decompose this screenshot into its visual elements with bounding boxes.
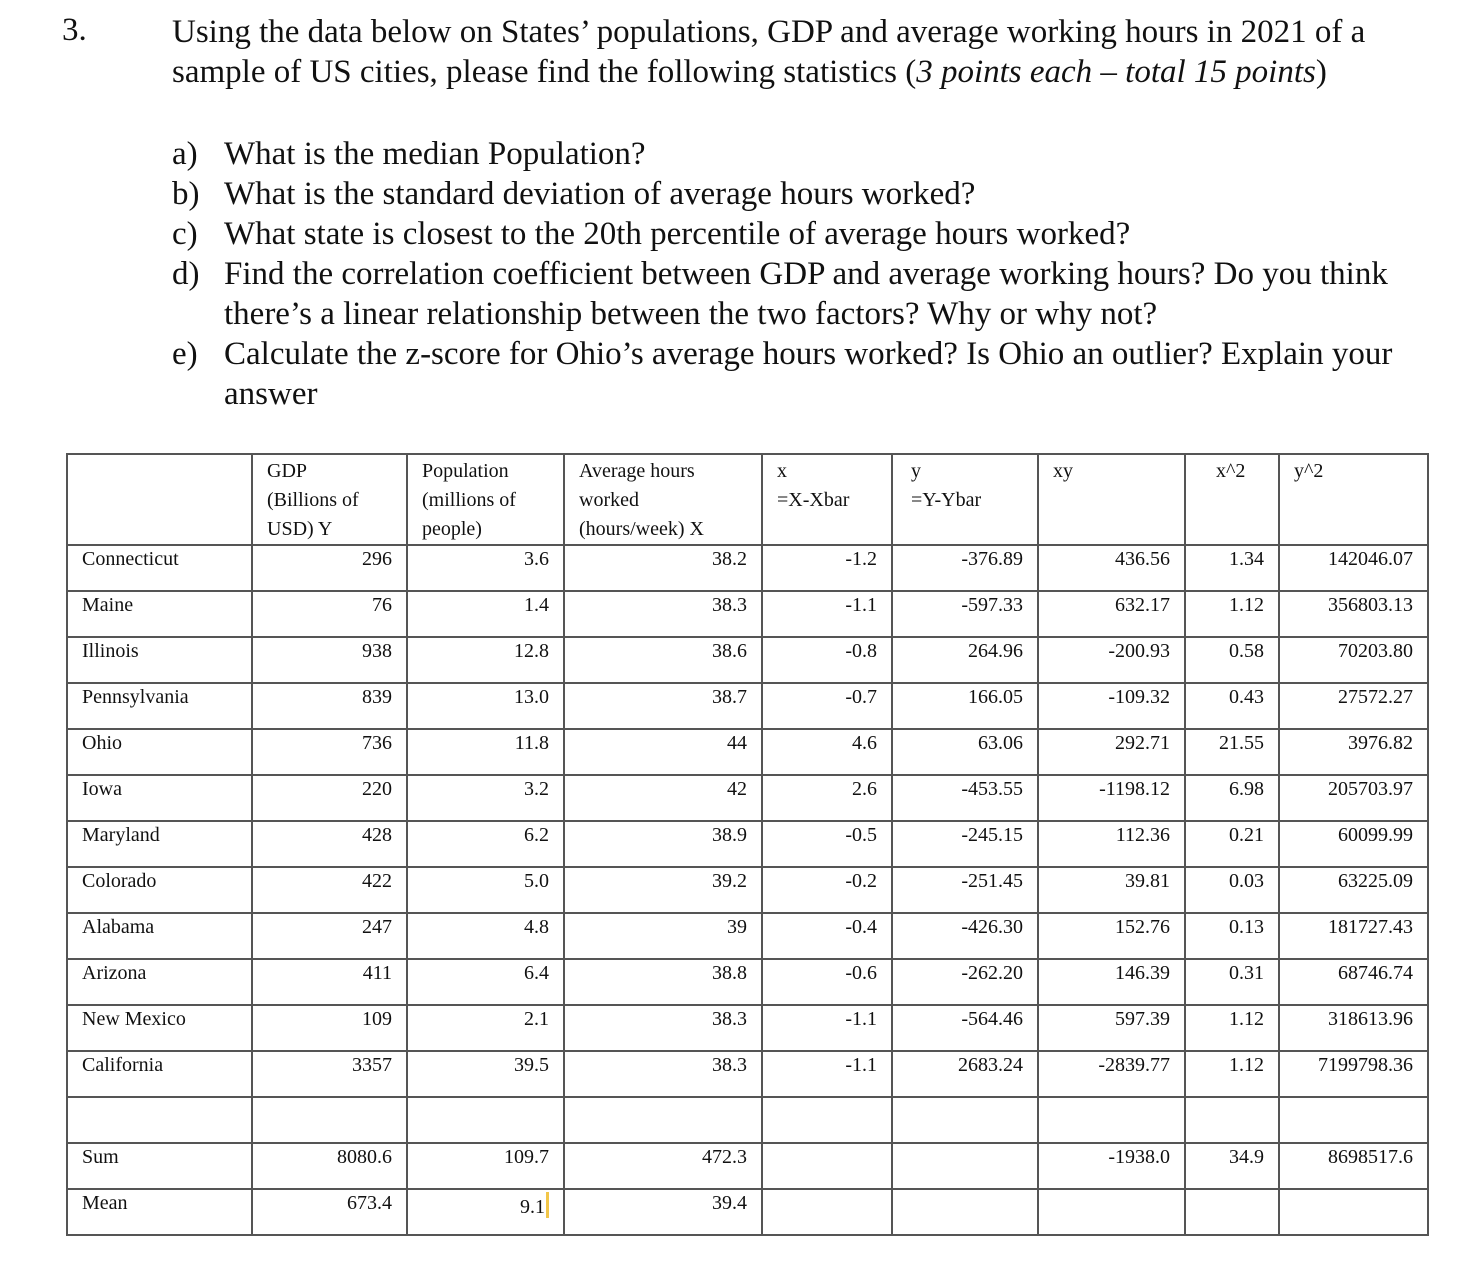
table-row <box>67 591 1428 637</box>
table-row <box>67 913 1428 959</box>
cell-x2: 34.9 <box>1185 1143 1279 1189</box>
cell-pop: 4.8 <box>407 913 564 959</box>
cell-x2: 1.34 <box>1185 545 1279 591</box>
cell-x <box>762 1189 892 1235</box>
cell-x2: 0.58 <box>1185 637 1279 683</box>
cell-xy: -2839.77 <box>1038 1051 1185 1097</box>
cell-state: Maryland <box>67 821 252 867</box>
sub-question-label: a) <box>172 136 198 172</box>
cell-state: Iowa <box>67 775 252 821</box>
cell-xy: -200.93 <box>1038 637 1185 683</box>
table-row <box>67 1189 1428 1235</box>
cell-hours: 38.9 <box>564 821 762 867</box>
cell-hours: 38.3 <box>564 1051 762 1097</box>
cell-x2: 1.12 <box>1185 591 1279 637</box>
cell-x2 <box>1185 1189 1279 1235</box>
cell-y2: 63225.09 <box>1279 867 1428 913</box>
cell-xy: 632.17 <box>1038 591 1185 637</box>
cell-y <box>892 1143 1038 1189</box>
header-y2: y^2 <box>1279 454 1428 545</box>
cell-y2: 8698517.6 <box>1279 1143 1428 1189</box>
table-row <box>67 1143 1428 1189</box>
table-row <box>67 1005 1428 1051</box>
cell-x2: 6.98 <box>1185 775 1279 821</box>
cell-state: Mean <box>67 1189 252 1235</box>
header-hours: Average hours worked (hours/week) X <box>564 454 762 545</box>
cell-x: -0.7 <box>762 683 892 729</box>
cell-pop: 6.4 <box>407 959 564 1005</box>
cell-gdp: 839 <box>252 683 407 729</box>
header-x: x =X-Xbar <box>762 454 892 545</box>
cell-y2: 318613.96 <box>1279 1005 1428 1051</box>
sub-question-text: What is the standard deviation of average hours worked? <box>224 176 976 212</box>
cell-state: California <box>67 1051 252 1097</box>
sub-question-text: What state is closest to the 20th percentile of average hours worked? <box>224 216 1131 252</box>
cell-hours: 39 <box>564 913 762 959</box>
table-row <box>67 867 1428 913</box>
cell-y2: 60099.99 <box>1279 821 1428 867</box>
cell-x: 4.6 <box>762 729 892 775</box>
sub-question-label: e) <box>172 336 198 372</box>
sub-question-b <box>172 174 1402 214</box>
cell-hours: 39.2 <box>564 867 762 913</box>
cell-x: -0.6 <box>762 959 892 1005</box>
sub-question-list <box>172 134 1402 414</box>
sub-question-label: d) <box>172 256 200 292</box>
intro-points-text: 3 points each – total 15 points <box>916 54 1316 90</box>
cell-pop: 1.4 <box>407 591 564 637</box>
cell-xy: -109.32 <box>1038 683 1185 729</box>
cell-pop: 3.6 <box>407 545 564 591</box>
sub-question-a <box>172 134 1402 174</box>
cell-state <box>67 1097 252 1143</box>
cell-hours: 39.4 <box>564 1189 762 1235</box>
cell-y2 <box>1279 1189 1428 1235</box>
cell-gdp <box>252 1097 407 1143</box>
header-y: y =Y-Ybar <box>892 454 1038 545</box>
question-intro <box>172 12 1442 92</box>
cell-pop: 13.0 <box>407 683 564 729</box>
sub-question-e <box>172 334 1402 414</box>
table-row <box>67 959 1428 1005</box>
cell-state: Maine <box>67 591 252 637</box>
cell-x: -1.1 <box>762 591 892 637</box>
cell-state: Ohio <box>67 729 252 775</box>
question-number: 3. <box>62 12 87 48</box>
cell-hours: 42 <box>564 775 762 821</box>
cell-hours: 38.6 <box>564 637 762 683</box>
cell-x: 2.6 <box>762 775 892 821</box>
cell-state: Arizona <box>67 959 252 1005</box>
cell-hours <box>564 1097 762 1143</box>
cell-hours: 44 <box>564 729 762 775</box>
cell-gdp: 422 <box>252 867 407 913</box>
sub-question-c <box>172 214 1402 254</box>
cell-gdp: 938 <box>252 637 407 683</box>
header-x2: x^2 <box>1185 454 1279 545</box>
cell-y: -453.55 <box>892 775 1038 821</box>
cell-hours: 38.2 <box>564 545 762 591</box>
cell-pop: 6.2 <box>407 821 564 867</box>
cell-state: Illinois <box>67 637 252 683</box>
sub-question-label: b) <box>172 176 200 212</box>
cell-pop: 2.1 <box>407 1005 564 1051</box>
cell-gdp: 109 <box>252 1005 407 1051</box>
cell-y: -564.46 <box>892 1005 1038 1051</box>
table-row <box>67 637 1428 683</box>
cell-pop: 9.1 <box>407 1189 564 1235</box>
sub-question-text: Find the correlation coefficient between GDP and average working hours? Do you think there’s a linear relationship between the two factors? Why or why not? <box>224 256 1388 332</box>
cell-x <box>762 1097 892 1143</box>
cell-x2: 1.12 <box>1185 1005 1279 1051</box>
cell-pop: 11.8 <box>407 729 564 775</box>
cell-y: -262.20 <box>892 959 1038 1005</box>
table-row <box>67 545 1428 591</box>
cell-gdp: 673.4 <box>252 1189 407 1235</box>
sub-question-text: What is the median Population? <box>224 136 646 172</box>
cell-y: -597.33 <box>892 591 1038 637</box>
cell-xy: -1938.0 <box>1038 1143 1185 1189</box>
cell-x2: 21.55 <box>1185 729 1279 775</box>
cell-x: -1.2 <box>762 545 892 591</box>
cell-x: -1.1 <box>762 1051 892 1097</box>
cell-y2: 7199798.36 <box>1279 1051 1428 1097</box>
table-row <box>67 1051 1428 1097</box>
cell-gdp: 428 <box>252 821 407 867</box>
cell-hours: 472.3 <box>564 1143 762 1189</box>
cell-state: Connecticut <box>67 545 252 591</box>
cell-xy: 597.39 <box>1038 1005 1185 1051</box>
cell-xy <box>1038 1189 1185 1235</box>
header-row <box>67 454 1428 545</box>
cell-x: -0.4 <box>762 913 892 959</box>
cell-state: New Mexico <box>67 1005 252 1051</box>
cell-y2: 205703.97 <box>1279 775 1428 821</box>
cell-y2: 356803.13 <box>1279 591 1428 637</box>
cell-x: -0.2 <box>762 867 892 913</box>
cell-y: -245.15 <box>892 821 1038 867</box>
header-blank <box>67 454 252 545</box>
cell-state: Pennsylvania <box>67 683 252 729</box>
cell-y2: 3976.82 <box>1279 729 1428 775</box>
cell-y <box>892 1097 1038 1143</box>
cell-state: Sum <box>67 1143 252 1189</box>
intro-main-text: Using the data below on States’ populations, GDP and average working hours in 2021 of a sample of US cities, please find the following statistics ( <box>172 14 1366 90</box>
cell-hours: 38.8 <box>564 959 762 1005</box>
cell-gdp: 3357 <box>252 1051 407 1097</box>
cell-gdp: 76 <box>252 591 407 637</box>
cell-pop: 39.5 <box>407 1051 564 1097</box>
sub-question-d <box>172 254 1402 334</box>
cell-x2: 0.21 <box>1185 821 1279 867</box>
header-population: Population (millions of people) <box>407 454 564 545</box>
cell-state: Alabama <box>67 913 252 959</box>
cell-y: 166.05 <box>892 683 1038 729</box>
cell-pop <box>407 1097 564 1143</box>
header-gdp: GDP (Billions of USD) Y <box>252 454 407 545</box>
cell-gdp: 296 <box>252 545 407 591</box>
intro-close-paren: ) <box>1315 54 1327 90</box>
cell-y2 <box>1279 1097 1428 1143</box>
cell-y: 264.96 <box>892 637 1038 683</box>
cell-hours: 38.7 <box>564 683 762 729</box>
sub-question-text: Calculate the z-score for Ohio’s average hours worked? Is Ohio an outlier? Explain your answer <box>224 336 1393 412</box>
cell-y2: 68746.74 <box>1279 959 1428 1005</box>
cell-y <box>892 1189 1038 1235</box>
sub-question-label: c) <box>172 216 198 252</box>
cell-xy: 152.76 <box>1038 913 1185 959</box>
cell-y: 63.06 <box>892 729 1038 775</box>
cell-gdp: 220 <box>252 775 407 821</box>
cell-y: -376.89 <box>892 545 1038 591</box>
cell-xy: 146.39 <box>1038 959 1185 1005</box>
cell-xy: 436.56 <box>1038 545 1185 591</box>
table-row <box>67 775 1428 821</box>
cell-x2: 0.03 <box>1185 867 1279 913</box>
cell-pop: 109.7 <box>407 1143 564 1189</box>
cell-y2: 27572.27 <box>1279 683 1428 729</box>
cell-y2: 181727.43 <box>1279 913 1428 959</box>
table-body <box>67 545 1428 1235</box>
table-row <box>67 1097 1428 1143</box>
cell-xy: 112.36 <box>1038 821 1185 867</box>
text-cursor-icon <box>546 1192 549 1218</box>
cell-x2: 0.13 <box>1185 913 1279 959</box>
cell-hours: 38.3 <box>564 591 762 637</box>
cell-hours: 38.3 <box>564 1005 762 1051</box>
cell-gdp: 411 <box>252 959 407 1005</box>
cell-y: -426.30 <box>892 913 1038 959</box>
cell-pop: 12.8 <box>407 637 564 683</box>
cell-x2: 0.31 <box>1185 959 1279 1005</box>
cell-x: -0.5 <box>762 821 892 867</box>
cell-x: -0.8 <box>762 637 892 683</box>
cell-gdp: 247 <box>252 913 407 959</box>
cell-x <box>762 1143 892 1189</box>
cell-gdp: 8080.6 <box>252 1143 407 1189</box>
table-row <box>67 683 1428 729</box>
cell-x2: 0.43 <box>1185 683 1279 729</box>
cell-x: -1.1 <box>762 1005 892 1051</box>
table-row <box>67 729 1428 775</box>
cell-y2: 142046.07 <box>1279 545 1428 591</box>
table-row <box>67 821 1428 867</box>
cell-xy <box>1038 1097 1185 1143</box>
cell-pop: 5.0 <box>407 867 564 913</box>
cell-y: -251.45 <box>892 867 1038 913</box>
cell-xy: 39.81 <box>1038 867 1185 913</box>
cell-state: Colorado <box>67 867 252 913</box>
header-xy: xy <box>1038 454 1185 545</box>
cell-x2 <box>1185 1097 1279 1143</box>
cell-pop: 3.2 <box>407 775 564 821</box>
cell-gdp: 736 <box>252 729 407 775</box>
cell-x2: 1.12 <box>1185 1051 1279 1097</box>
cell-y2: 70203.80 <box>1279 637 1428 683</box>
cell-xy: 292.71 <box>1038 729 1185 775</box>
cell-y: 2683.24 <box>892 1051 1038 1097</box>
cell-xy: -1198.12 <box>1038 775 1185 821</box>
data-table <box>66 453 1429 1236</box>
